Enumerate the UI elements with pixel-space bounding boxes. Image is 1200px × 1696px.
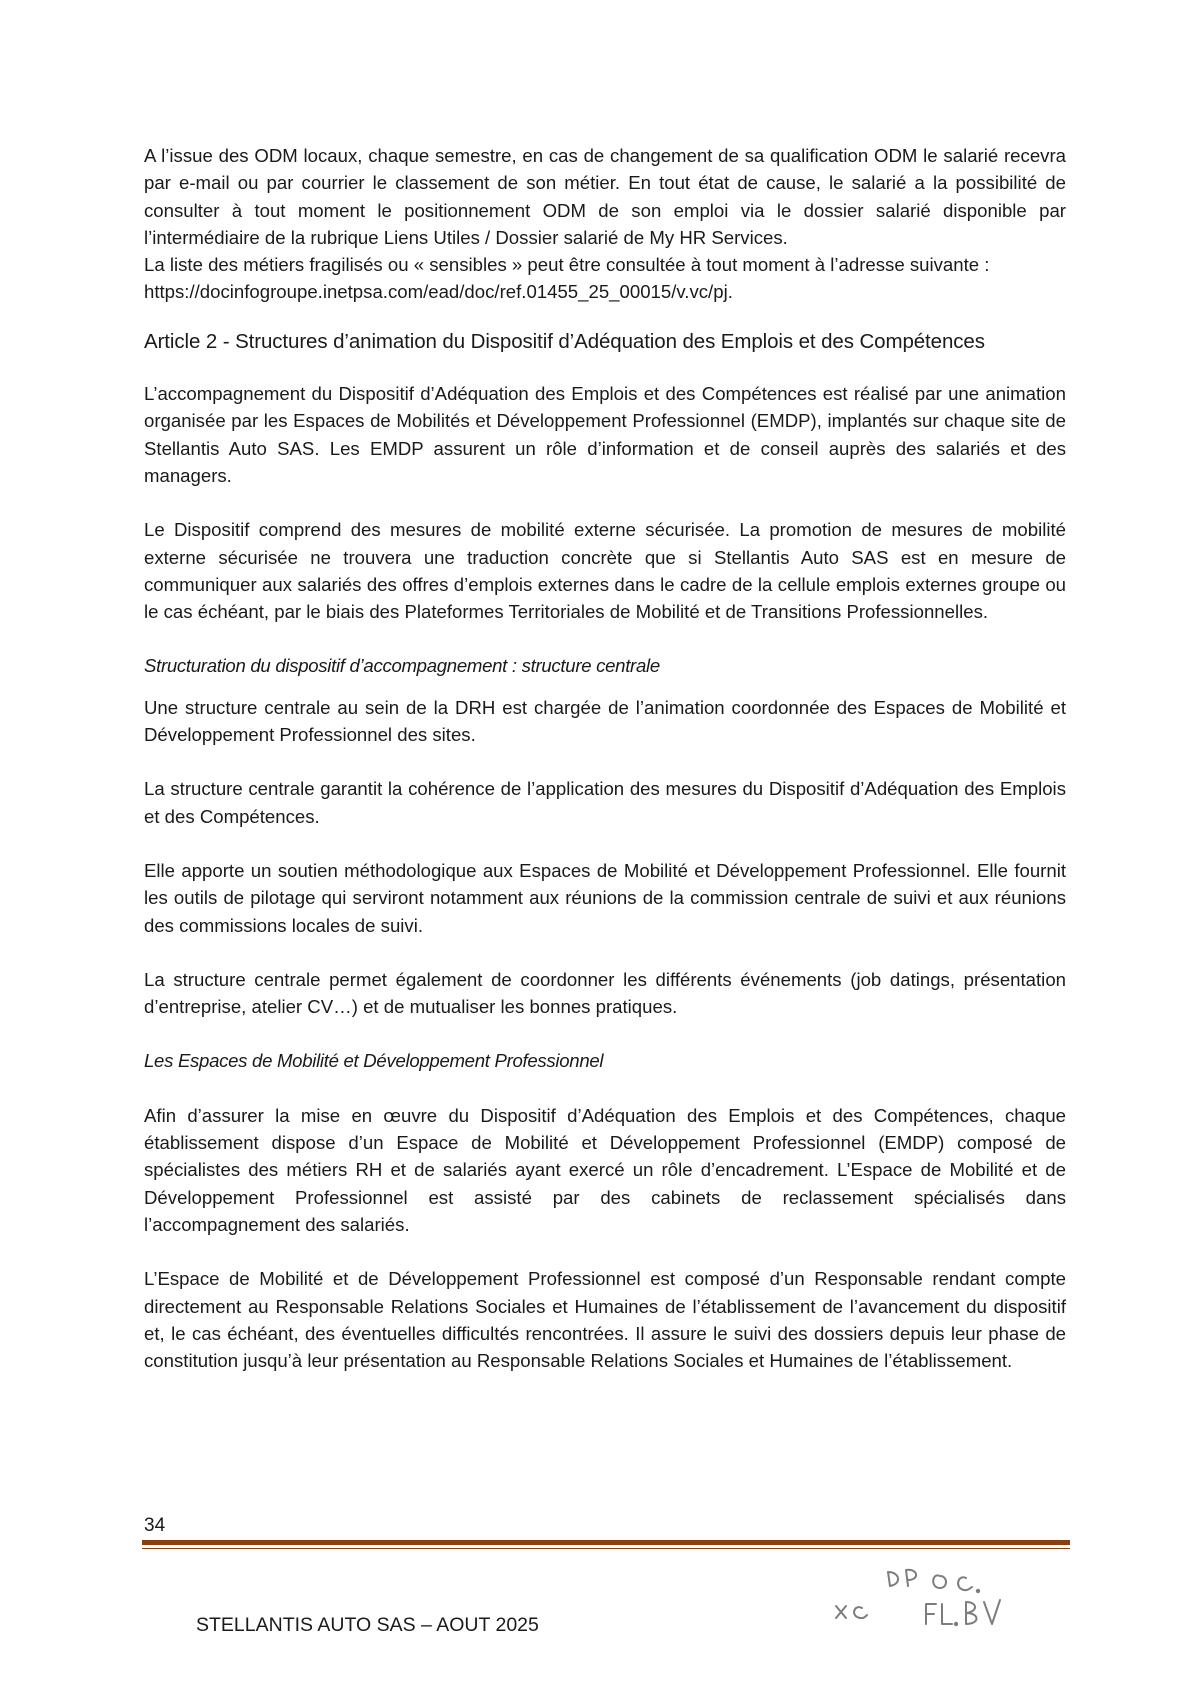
paragraph-central-4: La structure centrale permet également de coordonner les différents événements (job datings, présentation d’entreprise, atelier CV…) et de mutualiser les bonnes pratiques. xyxy=(144,968,1066,1018)
initial-stroke xyxy=(888,1572,898,1586)
paragraph-emdp-2: L’Espace de Mobilité et de Développement Professionnel est composé d’un Responsable rendant compte directement au Responsable Relations Sociales et Humaines de l’établissement de l’avancement du dispositif et, le cas échéant, des éventuelles difficultés rencontrées. Il assure le suivi des dossiers depuis leur phase de constitution jusqu’à leur présentation au Responsable Relations Sociales et Humaines de l’établissement. xyxy=(144,1268,1066,1372)
footer-rule-thin xyxy=(142,1548,1070,1549)
paragraph-article2-1: L’accompagnement du Dispositif d’Adéquation des Emplois et des Compétences est réalisé par une animation organisée par les Espaces de Mobilités et Développement Professionnel (EMDP), implantés sur chaque site de Stellantis Auto SAS. Les EMDP assurent un rôle d’information et de conseil auprès des salariés et des managers. xyxy=(144,383,1066,486)
emdp-heading: Les Espaces de Mobilité et Développement Professionnel xyxy=(144,1050,604,1072)
footer-company-name: STELLANTIS AUTO SAS – AOUT 2025 xyxy=(196,1614,539,1636)
paragraph-central-3: Elle apporte un soutien méthodologique aux Espaces de Mobilité et Développement Professionnel. Elle fournit les outils de pilotage qui serviront notamment aux réunions de la commission centrale de suivi et aux réunions des commissions locales de suivi. xyxy=(144,859,1066,936)
paragraph-intro-list-text: La liste des métiers fragilisés ou « sensibles » peut être consultée à tout moment à l’adresse suivante : xyxy=(144,254,990,276)
initial-stroke xyxy=(926,1604,936,1624)
footer-rule-thick xyxy=(142,1540,1070,1545)
initial-dot xyxy=(977,1590,979,1592)
paragraph-central-2: La structure centrale garantit la cohérence de l’application des mesures du Dispositif d’Adéquation des Emplois et des Compétences. xyxy=(144,778,1066,827)
handwritten-initials xyxy=(830,1558,1010,1630)
paragraph-central-1: Une structure centrale au sein de la DRH est chargée de l’animation coordonnée des Espaces de Mobilité et Développement Professionnel des sites. xyxy=(144,696,1066,746)
document-body xyxy=(144,142,1066,1374)
initial-stroke xyxy=(933,1575,946,1588)
central-structure-heading: Structuration du dispositif d’accompagnement : structure centrale xyxy=(144,655,660,677)
initial-stroke xyxy=(854,1607,867,1618)
initial-stroke xyxy=(984,1600,1000,1624)
paragraph-emdp-1: Afin d’assurer la mise en œuvre du Dispositif d’Adéquation des Emplois et des Compétences, chaque établissement dispose d’un Espace de Mobilité et Développement Professionnel (EMDP) composé de spécialistes des métiers RH et de salariés ayant exercé un rôle d’encadrement. L’Espace de Mobilité et de Développement Professionnel est assisté par des cabinets de reclassement spécialisés dans l’accompagnement des salariés. xyxy=(144,1104,1066,1235)
document-url: https://docinfogroupe.inetpsa.com/ead/doc/ref.01455_25_00015/v.vc/pj. xyxy=(144,281,733,303)
article-2-heading: Article 2 - Structures d’animation du Dispositif d’Adéquation des Emplois et des Compétences xyxy=(144,329,985,353)
page-number: 34 xyxy=(144,1515,166,1536)
initial-stroke xyxy=(836,1606,846,1618)
paragraph-intro-odm: A l’issue des ODM locaux, chaque semestre, en cas de changement de sa qualification ODM le salarié recevra par e-mail ou par courrier le classement de son métier. En tout état de cause, le salarié a la possibilité de consulter à tout moment le positionnement ODM de son emploi via le dossier salarié disponible par l’intermédiaire de la rubrique Liens Utiles / Dossier salarié de My HR Services. xyxy=(144,145,1066,248)
initial-stroke xyxy=(906,1570,916,1586)
initial-stroke xyxy=(966,1602,977,1624)
initial-stroke xyxy=(942,1604,952,1624)
initial-stroke xyxy=(958,1577,972,1590)
paragraph-article2-2: Le Dispositif comprend des mesures de mobilité externe sécurisée. La promotion de mesures de mobilité externe sécurisée ne trouvera une traduction concrète que si Stellantis Auto SAS est en mesure de communiquer aux salariés des offres d’emplois externes dans le cadre de la cellule emplois externes groupe ou le cas échéant, par le biais des Plateformes Territoriales de Mobilité et de Transitions Professionnelles. xyxy=(144,519,1066,623)
initial-dot xyxy=(955,1623,957,1625)
paragraph-intro-list xyxy=(144,251,1066,306)
